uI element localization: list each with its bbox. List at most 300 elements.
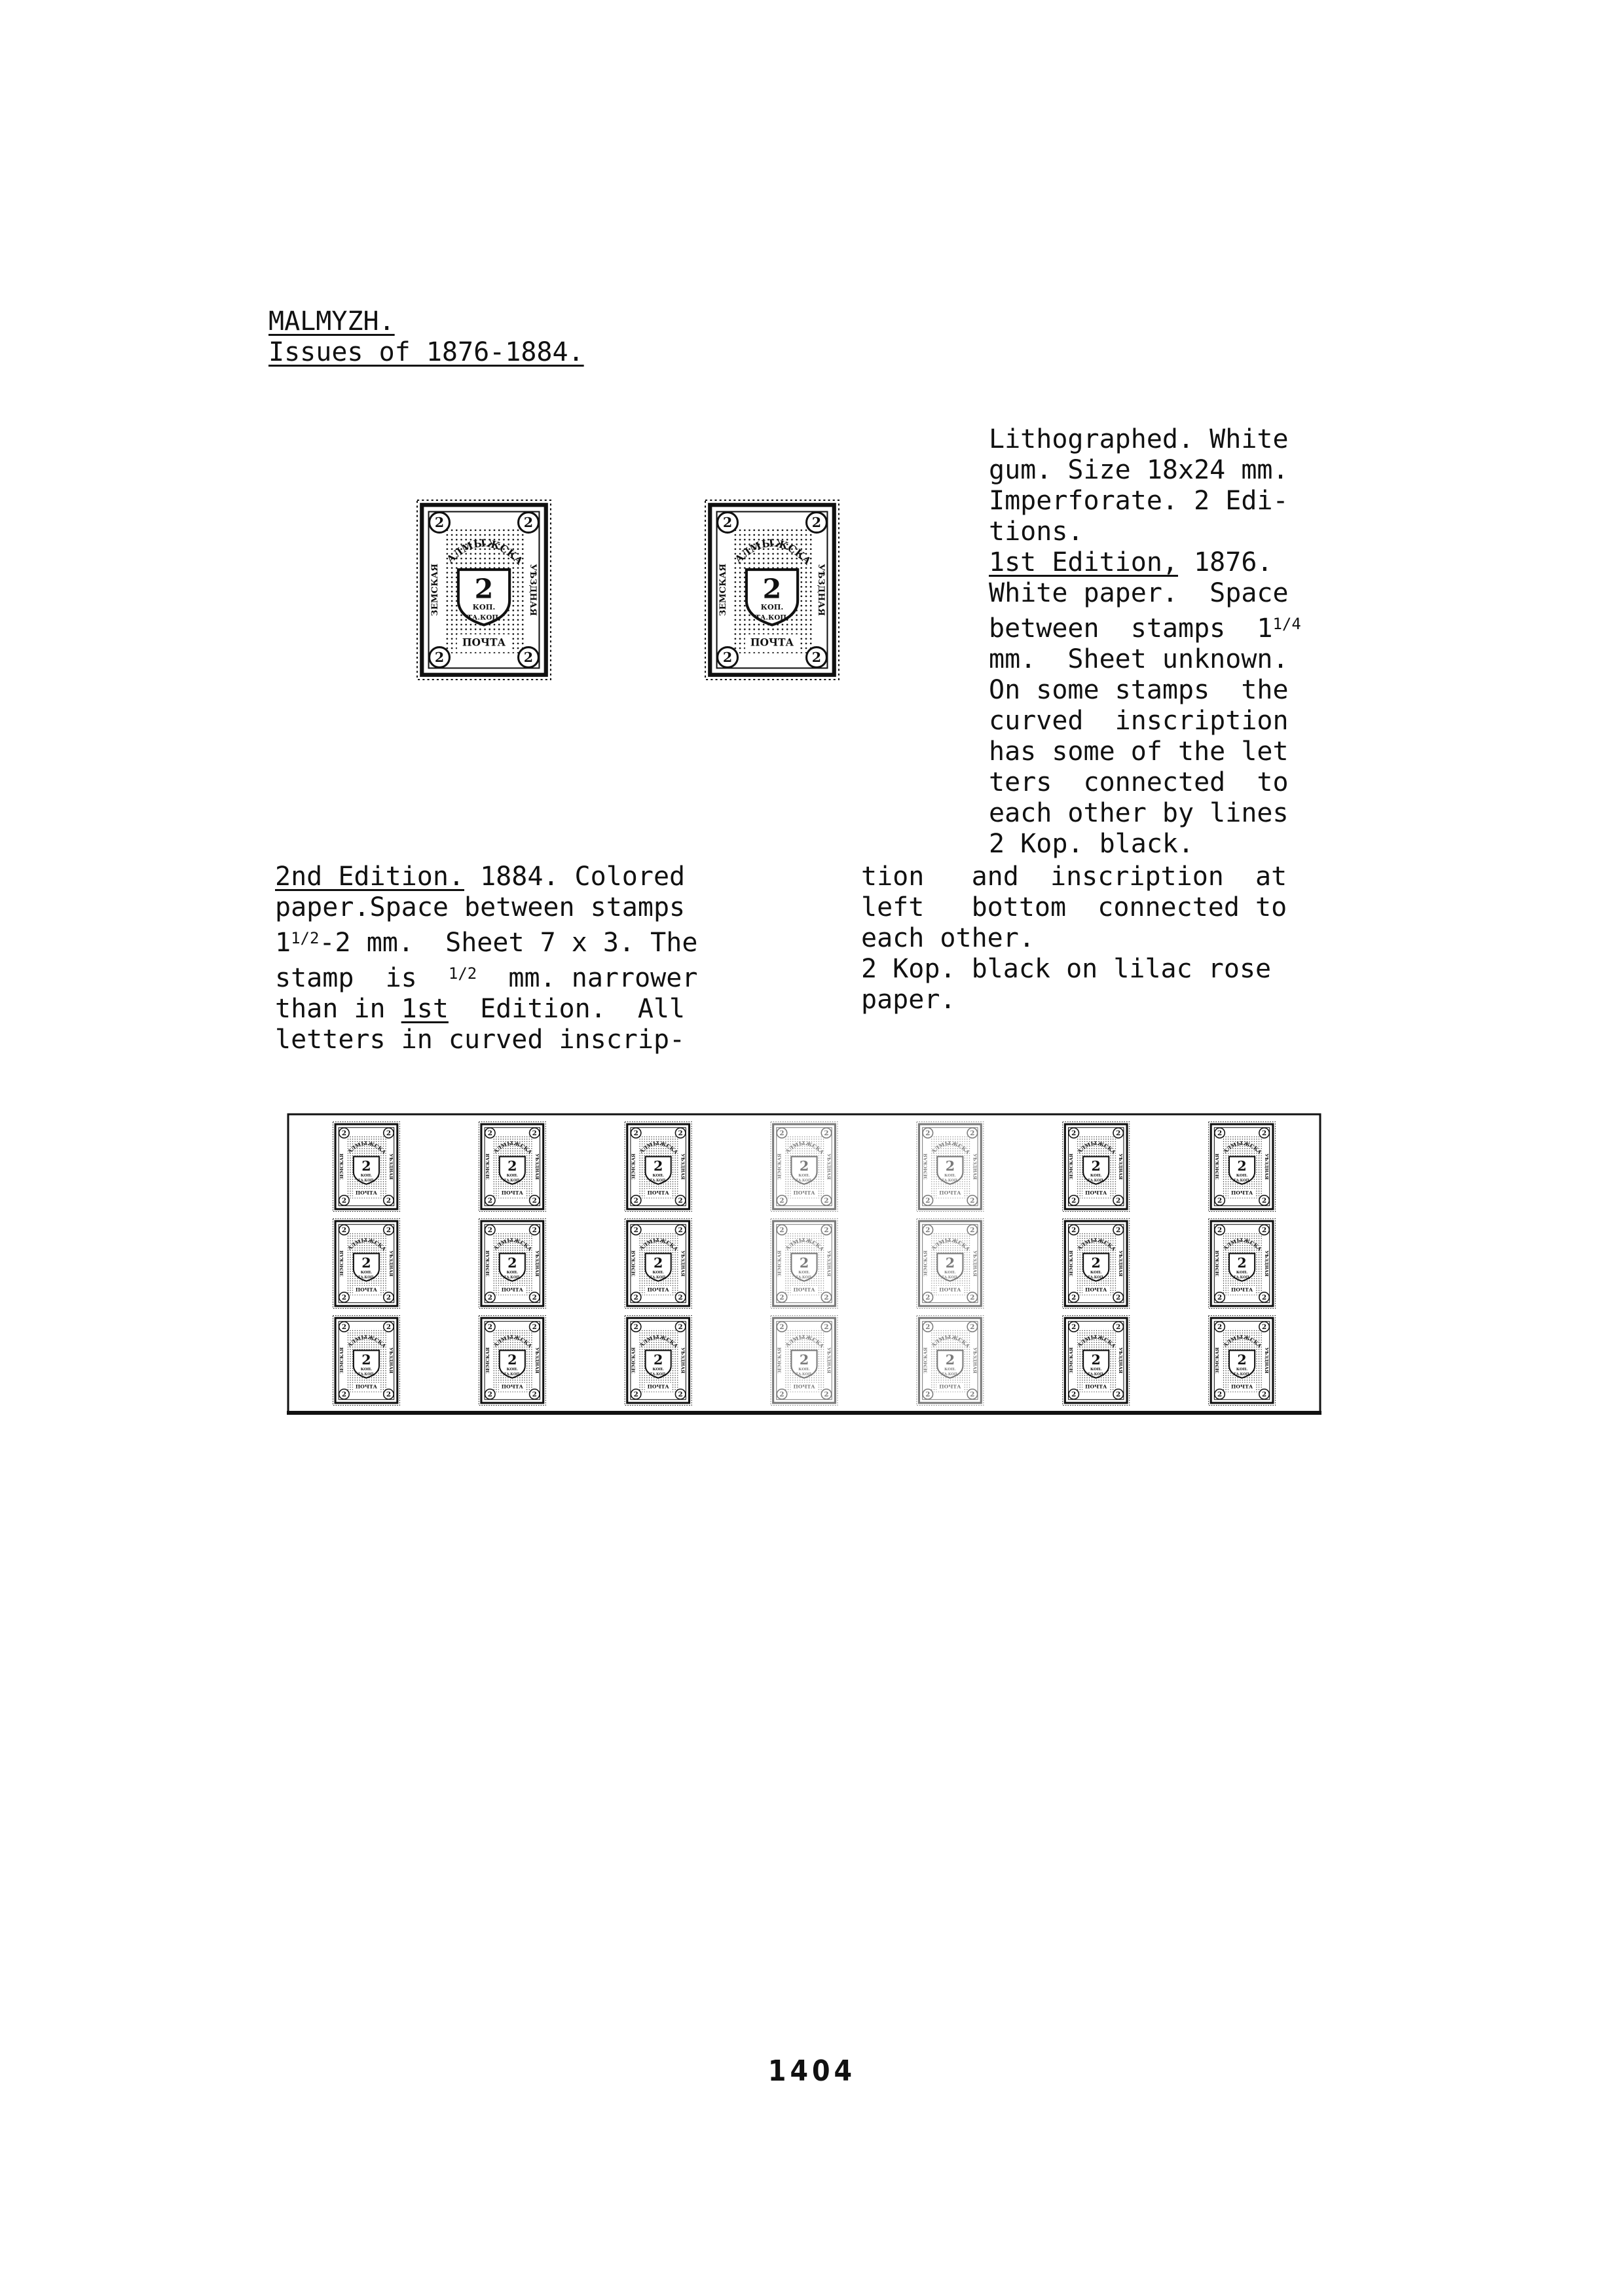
corner-value: 2 (633, 1391, 638, 1399)
stamp-left-inscription: ЗЕМСКАЯ (1069, 1153, 1075, 1180)
stamp-value-unit: КОП. (652, 1367, 664, 1372)
stamp-bottom-inscription: ПОЧТА (501, 1383, 523, 1390)
stamp-value-unit: КОП. (652, 1173, 664, 1178)
corner-value: 2 (824, 1197, 829, 1205)
stamp-shield-text: ТА.КОП. (942, 1178, 959, 1183)
corner-value: 2 (1217, 1129, 1223, 1138)
stamp-left-inscription: ЗЕМСКАЯ (485, 1250, 490, 1277)
corner-value: 2 (1217, 1391, 1223, 1399)
stamp-value-unit: КОП. (506, 1270, 518, 1275)
corner-value: 2 (532, 1226, 537, 1235)
corner-value: 2 (532, 1323, 537, 1332)
stamp-left-inscription: ЗЕМСКАЯ (777, 1347, 783, 1374)
corner-value: 2 (487, 1391, 492, 1399)
stamp-value: 2 (1091, 1352, 1101, 1368)
stamp-bottom-inscription: ПОЧТА (793, 1286, 815, 1293)
stamp-right-inscription: УѢЗДНАЯ (388, 1154, 394, 1180)
stamp-value: 2 (799, 1352, 809, 1368)
stamp-right-inscription: УѢЗДНАЯ (534, 1154, 540, 1180)
stamp-value-unit: КОП. (1090, 1270, 1102, 1275)
stamp-left-inscription: ЗЕМСКАЯ (485, 1347, 490, 1374)
stamp-value: 2 (799, 1158, 809, 1175)
stamp-top-inscription: МАЛМЫЖСКАЯ (767, 1311, 825, 1349)
stamp-value-unit: КОП. (760, 602, 784, 611)
corner-value: 2 (487, 1323, 492, 1332)
stamp (1206, 1311, 1276, 1405)
stamp-value-unit: КОП. (360, 1367, 373, 1372)
stamp-top-inscription: МАЛМЫЖСКАЯ (621, 1311, 679, 1349)
corner-value: 2 (386, 1197, 391, 1205)
stamp-shield-text: ТА.КОП. (755, 613, 789, 622)
corner-value: 2 (1071, 1391, 1077, 1399)
corner-value: 2 (970, 1391, 975, 1399)
stamp-value: 2 (474, 572, 494, 605)
stamp-bottom-inscription: ПОЧТА (1231, 1383, 1253, 1390)
desc-line: Imperforate. 2 Edi- (989, 486, 1289, 516)
stamp (913, 1311, 984, 1405)
corner-value: 2 (523, 515, 534, 531)
first-edition-description (989, 424, 1301, 860)
stamp-left-inscription: ЗЕМСКАЯ (923, 1250, 929, 1277)
fraction: 1/4 (1272, 615, 1301, 633)
corner-value: 2 (1116, 1323, 1121, 1332)
desc-line: 2nd Edition. 1884. Colored (275, 862, 686, 892)
stamp-top-inscription: МАЛМЫЖСКАЯ (1205, 1117, 1263, 1156)
corner-value: 2 (1261, 1391, 1267, 1399)
stamp-bottom-inscription: ПОЧТА (355, 1190, 377, 1196)
corner-value: 2 (925, 1197, 931, 1205)
stamp (411, 490, 550, 680)
stamp-right-inscription: УѢЗДНАЯ (826, 1154, 832, 1180)
stamp-top-inscription: МАЛМЫЖСКАЯ (475, 1311, 533, 1349)
stamp-left-inscription: ЗЕМСКАЯ (923, 1347, 929, 1374)
desc-line: gum. Size 18x24 mm. (989, 455, 1289, 485)
corner-value: 2 (970, 1294, 975, 1302)
stamp-bottom-inscription: ПОЧТА (793, 1190, 815, 1196)
stamp-left-inscription: ЗЕМСКАЯ (339, 1153, 344, 1180)
stamp-right-inscription: УѢЗДНАЯ (1264, 1347, 1270, 1374)
stamp-right-inscription: УѢЗДНАЯ (388, 1347, 394, 1374)
corner-value: 2 (1071, 1129, 1077, 1138)
corner-value: 2 (1116, 1391, 1121, 1399)
stamp-bottom-inscription: ПОЧТА (1085, 1383, 1107, 1390)
stamp (1060, 1214, 1130, 1308)
stamp-top-inscription: МАЛМЫЖСКАЯ (1205, 1311, 1263, 1349)
desc-line: tion and inscription at (861, 862, 1287, 892)
corner-value: 2 (1071, 1197, 1077, 1205)
stamp-shield-text: ТА.КОП. (1087, 1178, 1105, 1183)
stamp (330, 1311, 400, 1405)
desc-line: paper. (861, 985, 956, 1015)
corner-value: 2 (1217, 1294, 1223, 1302)
corner-value: 2 (1217, 1197, 1223, 1205)
desc-line: has some of the let (989, 737, 1289, 767)
corner-value: 2 (1261, 1294, 1267, 1302)
corner-value: 2 (386, 1294, 391, 1302)
edition2-label: 2nd Edition. (275, 862, 464, 892)
stamp-shield-text: ТА.КОП. (796, 1372, 813, 1377)
stamp (476, 1214, 546, 1308)
stamp-value-unit: КОП. (944, 1270, 956, 1275)
stamp-value: 2 (799, 1255, 809, 1271)
corner-value: 2 (678, 1197, 683, 1205)
stamp-top-inscription: МАЛМЫЖСКАЯ (411, 490, 526, 568)
stamp-bottom-inscription: ПОЧТА (939, 1286, 961, 1293)
stamp-top-inscription: МАЛМЫЖСКАЯ (329, 1311, 388, 1349)
stamp-value-unit: КОП. (1236, 1173, 1248, 1178)
stamp-bottom-inscription: ПОЧТА (462, 636, 506, 649)
corner-value: 2 (523, 649, 534, 666)
corner-value: 2 (824, 1323, 829, 1332)
stamp-left-inscription: ЗЕМСКАЯ (485, 1153, 490, 1180)
stamp-left-inscription: ЗЕМСКАЯ (1069, 1250, 1075, 1277)
stamp-left-inscription: ЗЕМСКАЯ (1215, 1250, 1221, 1277)
corner-value: 2 (1116, 1294, 1121, 1302)
corner-value: 2 (487, 1294, 492, 1302)
stamp-value-unit: КОП. (798, 1173, 810, 1178)
stamp-shield-text: ТА.КОП. (358, 1372, 375, 1377)
stamp-shield-text: ТА.КОП. (1087, 1372, 1105, 1377)
stamp-value-unit: КОП. (1090, 1173, 1102, 1178)
corner-value: 2 (678, 1226, 683, 1235)
stamp-value: 2 (361, 1158, 371, 1175)
corner-value: 2 (925, 1391, 931, 1399)
stamp-right-inscription: УѢЗДНАЯ (1264, 1154, 1270, 1180)
desc-line: each other by lines (989, 798, 1289, 828)
stamp-right-inscription: УѢЗДНАЯ (680, 1347, 686, 1374)
page-title: MALMYZH. (268, 306, 395, 337)
stamp-value: 2 (762, 572, 782, 605)
stamp (621, 1311, 692, 1405)
stamp-top-inscription: МАЛМЫЖСКАЯ (913, 1214, 971, 1252)
desc-line: paper.Space between stamps (275, 892, 686, 922)
stamp-shield-text: ТА.КОП. (650, 1275, 667, 1280)
stamp-top-inscription: МАЛМЫЖСКАЯ (621, 1117, 679, 1156)
corner-value: 2 (970, 1129, 975, 1138)
stamp-top-inscription: МАЛМЫЖСКАЯ (1205, 1214, 1263, 1252)
corner-value: 2 (1071, 1294, 1077, 1302)
stamp-bottom-inscription: ПОЧТА (1085, 1286, 1107, 1293)
stamp-top-inscription: МАЛМЫЖСКАЯ (767, 1214, 825, 1252)
corner-value: 2 (779, 1391, 784, 1399)
stamp-shield-text: ТА.КОП. (504, 1178, 521, 1183)
stamp-right-inscription: УѢЗДНАЯ (1264, 1250, 1270, 1277)
stamp-bottom-inscription: ПОЧТА (501, 1190, 523, 1196)
stamp-bottom-inscription: ПОЧТА (647, 1286, 669, 1293)
corner-value: 2 (925, 1226, 931, 1235)
stamp-top-inscription: МАЛМЫЖСКАЯ (913, 1117, 971, 1156)
corner-value: 2 (779, 1197, 784, 1205)
corner-value: 2 (722, 515, 733, 531)
stamp-left-inscription: ЗЕМСКАЯ (339, 1250, 344, 1277)
stamp-top-inscription: МАЛМЫЖСКАЯ (1059, 1117, 1117, 1156)
stamp-shield-text: ТА.КОП. (1087, 1275, 1105, 1280)
stamp-shield-text: ТА.КОП. (650, 1178, 667, 1183)
stamp-value-unit: КОП. (1236, 1270, 1248, 1275)
corner-value: 2 (925, 1294, 931, 1302)
stamp-value: 2 (1237, 1255, 1247, 1271)
stamp-shield-text: ТА.КОП. (467, 613, 501, 622)
stamp-value-unit: КОП. (798, 1270, 810, 1275)
stamp-bottom-inscription: ПОЧТА (750, 636, 794, 649)
single-stamp-first-edition (411, 490, 551, 680)
stamp-value: 2 (507, 1158, 517, 1175)
corner-value: 2 (970, 1323, 975, 1332)
stamp-shield-text: ТА.КОП. (1233, 1372, 1251, 1377)
stamp-left-inscription: ЗЕМСКАЯ (631, 1153, 637, 1180)
desc-line: ters connected to (989, 767, 1289, 797)
corner-value: 2 (722, 649, 733, 666)
stamp-value-unit: КОП. (506, 1367, 518, 1372)
stamp-right-inscription: УѢЗДНАЯ (972, 1154, 978, 1180)
stamp-value-unit: КОП. (360, 1173, 373, 1178)
fraction: 1/2 (291, 929, 320, 947)
stamp-shield-text: ТА.КОП. (358, 1275, 375, 1280)
stamp-right-inscription: УѢЗДНАЯ (826, 1347, 832, 1374)
desc-line: 2 Kop. black on lilac rose (861, 954, 1272, 984)
corner-value: 2 (1071, 1323, 1077, 1332)
stamp (913, 1117, 984, 1211)
stamp-value: 2 (945, 1352, 955, 1368)
stamp-shield-text: ТА.КОП. (650, 1372, 667, 1377)
desc-line: than in 1st Edition. All (275, 994, 686, 1024)
corner-value: 2 (824, 1129, 829, 1138)
stamp-value: 2 (507, 1255, 517, 1271)
corner-value: 2 (386, 1323, 391, 1332)
stamp-left-inscription: ЗЕМСКАЯ (923, 1153, 929, 1180)
desc-line: left bottom connected to (861, 892, 1287, 922)
stamp-top-inscription: МАЛМЫЖСКАЯ (329, 1117, 388, 1156)
corner-value: 2 (341, 1391, 347, 1399)
single-stamp-second-edition (699, 490, 840, 680)
stamp-right-inscription: УѢЗДНАЯ (1118, 1250, 1124, 1277)
stamp (767, 1214, 838, 1308)
corner-value: 2 (678, 1129, 683, 1138)
stamp (767, 1311, 838, 1405)
corner-value: 2 (633, 1226, 638, 1235)
stamp-value: 2 (1237, 1352, 1247, 1368)
stamp-top-inscription: МАЛМЫЖСКАЯ (1059, 1311, 1117, 1349)
corner-value: 2 (824, 1391, 829, 1399)
stamp-sheet (287, 1113, 1321, 1414)
desc-line: between stamps $1^{1/4}$ (989, 613, 1301, 644)
corner-value: 2 (678, 1391, 683, 1399)
stamp-top-inscription: МАЛМЫЖСКАЯ (475, 1117, 533, 1156)
stamp-shield-text: ТА.КОП. (504, 1275, 521, 1280)
stamp-right-inscription: УѢЗДНАЯ (388, 1250, 394, 1277)
second-edition-description (275, 862, 697, 1055)
stamp (1060, 1311, 1130, 1405)
stamp-right-inscription: УѢЗДНАЯ (680, 1154, 686, 1180)
stamp-bottom-inscription: ПОЧТА (939, 1383, 961, 1390)
stamp-value: 2 (1091, 1158, 1101, 1175)
stamp-top-inscription: МАЛМЫЖСКАЯ (767, 1117, 825, 1156)
corner-value: 2 (925, 1129, 931, 1138)
stamp-right-inscription: УѢЗДНАЯ (826, 1250, 832, 1277)
stamp-right-inscription: УѢЗДНАЯ (680, 1250, 686, 1277)
stamp-value: 2 (361, 1352, 371, 1368)
stamp-top-inscription: МАЛМЫЖСКАЯ (475, 1214, 533, 1252)
stamp-value: 2 (653, 1352, 663, 1368)
corner-value: 2 (970, 1226, 975, 1235)
stamp (330, 1214, 400, 1308)
corner-value: 2 (678, 1294, 683, 1302)
corner-value: 2 (532, 1129, 537, 1138)
corner-value: 2 (487, 1129, 492, 1138)
stamp-shield-text: ТА.КОП. (504, 1372, 521, 1377)
corner-value: 2 (633, 1129, 638, 1138)
corner-value: 2 (487, 1226, 492, 1235)
stamp-bottom-inscription: ПОЧТА (355, 1383, 377, 1390)
stamp-shield-text: ТА.КОП. (796, 1178, 813, 1183)
stamp-value: 2 (653, 1255, 663, 1271)
stamp-bottom-inscription: ПОЧТА (1231, 1286, 1253, 1293)
page-number: 1404 (767, 2054, 857, 2088)
stamp-bottom-inscription: ПОЧТА (501, 1286, 523, 1293)
stamp-value-unit: КОП. (944, 1173, 956, 1178)
stamp-value-unit: КОП. (506, 1173, 518, 1178)
corner-value: 2 (779, 1323, 784, 1332)
stamp-left-inscription: ЗЕМСКАЯ (777, 1250, 783, 1277)
stamp-top-inscription: МАЛМЫЖСКАЯ (913, 1311, 971, 1349)
corner-value: 2 (824, 1226, 829, 1235)
corner-value: 2 (811, 515, 822, 531)
stamp-shield-text: ТА.КОП. (942, 1275, 959, 1280)
stamp (476, 1117, 546, 1211)
corner-value: 2 (779, 1129, 784, 1138)
stamp-value-unit: КОП. (944, 1367, 956, 1372)
stamp-value-unit: КОП. (798, 1367, 810, 1372)
desc-line: On some stamps the (989, 675, 1289, 705)
corner-value: 2 (925, 1323, 931, 1332)
desc-line: each other. (861, 923, 1035, 953)
stamp-value-unit: КОП. (360, 1270, 373, 1275)
stamp-left-inscription: ЗЕМСКАЯ (631, 1347, 637, 1374)
stamp-right-inscription: УѢЗДНАЯ (534, 1250, 540, 1277)
stamp-bottom-inscription: ПОЧТА (1231, 1190, 1253, 1196)
corner-value: 2 (1261, 1226, 1267, 1235)
page-subtitle: Issues of 1876-1884. (268, 337, 584, 367)
stamp-right-inscription: УѢЗДНАЯ (1118, 1154, 1124, 1180)
corner-value: 2 (1261, 1129, 1267, 1138)
stamp-bottom-inscription: ПОЧТА (647, 1190, 669, 1196)
stamp-value-unit: КОП. (1236, 1367, 1248, 1372)
stamp-value: 2 (507, 1352, 517, 1368)
stamp-left-inscription: ЗЕМСКАЯ (631, 1250, 637, 1277)
stamp (699, 490, 838, 680)
corner-value: 2 (779, 1294, 784, 1302)
stamp-right-inscription: УѢЗДНАЯ (972, 1250, 978, 1277)
corner-value: 2 (678, 1323, 683, 1332)
desc-line: stamp is $^{1/2}$ mm. narrower (275, 963, 698, 993)
stamp-left-inscription: ЗЕМСКАЯ (777, 1153, 783, 1180)
desc-line: White paper. Space (989, 578, 1289, 608)
corner-value: 2 (341, 1226, 347, 1235)
stamp-left-inscription: ЗЕМСКАЯ (339, 1347, 344, 1374)
corner-value: 2 (386, 1226, 391, 1235)
stamp (1060, 1117, 1130, 1211)
stamp (476, 1311, 546, 1405)
stamp-left-inscription: ЗЕМСКАЯ (1069, 1347, 1075, 1374)
edition1-label: 1st Edition, (989, 547, 1178, 577)
stamp-shield-text: ТА.КОП. (942, 1372, 959, 1377)
stamp-value: 2 (945, 1158, 955, 1175)
corner-value: 2 (341, 1294, 347, 1302)
stamp-value-unit: КОП. (472, 602, 496, 611)
corner-value: 2 (532, 1391, 537, 1399)
desc-line: Lithographed. White (989, 424, 1289, 454)
corner-value: 2 (487, 1197, 492, 1205)
stamp-top-inscription: МАЛМЫЖСКАЯ (699, 490, 814, 568)
corner-value: 2 (779, 1226, 784, 1235)
corner-value: 2 (341, 1197, 347, 1205)
stamp (1206, 1117, 1276, 1211)
stamp-top-inscription: МАЛМЫЖСКАЯ (621, 1214, 679, 1252)
stamp-right-inscription: УѢЗДНАЯ (816, 564, 827, 616)
corner-value: 2 (434, 515, 445, 531)
fraction: 1/2 (448, 964, 477, 983)
desc-line: mm. Sheet unknown. (989, 644, 1289, 674)
stamp-value: 2 (361, 1255, 371, 1271)
desc-line: curved inscription (989, 706, 1289, 736)
corner-value: 2 (386, 1129, 391, 1138)
stamp (621, 1214, 692, 1308)
corner-value: 2 (1116, 1129, 1121, 1138)
corner-value: 2 (633, 1197, 638, 1205)
corner-value: 2 (532, 1294, 537, 1302)
corner-value: 2 (1217, 1226, 1223, 1235)
desc-line: 1st Edition, 1876. (989, 547, 1273, 577)
desc-line: letters in curved inscrip- (275, 1025, 686, 1055)
stamp-bottom-inscription: ПОЧТА (793, 1383, 815, 1390)
corner-value: 2 (970, 1197, 975, 1205)
corner-value: 2 (1116, 1226, 1121, 1235)
corner-value: 2 (633, 1323, 638, 1332)
desc-line: $1^{1/2}-2$ mm. Sheet 7 x 3. The (275, 928, 698, 958)
stamp-left-inscription: ЗЕМСКАЯ (717, 563, 728, 617)
stamp-value: 2 (1091, 1255, 1101, 1271)
corner-value: 2 (1116, 1197, 1121, 1205)
stamp-right-inscription: УѢЗДНАЯ (1118, 1347, 1124, 1374)
corner-value: 2 (434, 649, 445, 666)
corner-value: 2 (1071, 1226, 1077, 1235)
stamp-right-inscription: УѢЗДНАЯ (528, 564, 539, 616)
stamp-bottom-inscription: ПОЧТА (939, 1190, 961, 1196)
corner-value: 2 (633, 1294, 638, 1302)
stamp (1206, 1214, 1276, 1308)
stamp-right-inscription: УѢЗДНАЯ (972, 1347, 978, 1374)
corner-value: 2 (1261, 1323, 1267, 1332)
corner-value: 2 (341, 1129, 347, 1138)
stamp-bottom-inscription: ПОЧТА (1085, 1190, 1107, 1196)
desc-line: tions. (989, 517, 1084, 547)
stamp-value: 2 (653, 1158, 663, 1175)
stamp (767, 1117, 838, 1211)
corner-value: 2 (386, 1391, 391, 1399)
corner-value: 2 (532, 1197, 537, 1205)
stamp-top-inscription: МАЛМЫЖСКАЯ (1059, 1214, 1117, 1252)
stamp-shield-text: ТА.КОП. (1233, 1275, 1251, 1280)
corner-value: 2 (1217, 1323, 1223, 1332)
stamp-left-inscription: ЗЕМСКАЯ (1215, 1153, 1221, 1180)
corner-value: 2 (811, 649, 822, 666)
stamp-left-inscription: ЗЕМСКАЯ (429, 563, 440, 617)
stamp-shield-text: ТА.КОП. (358, 1178, 375, 1183)
stamp-shield-text: ТА.КОП. (796, 1275, 813, 1280)
stamp (913, 1214, 984, 1308)
second-edition-continuation (861, 862, 1287, 1015)
corner-value: 2 (1261, 1197, 1267, 1205)
